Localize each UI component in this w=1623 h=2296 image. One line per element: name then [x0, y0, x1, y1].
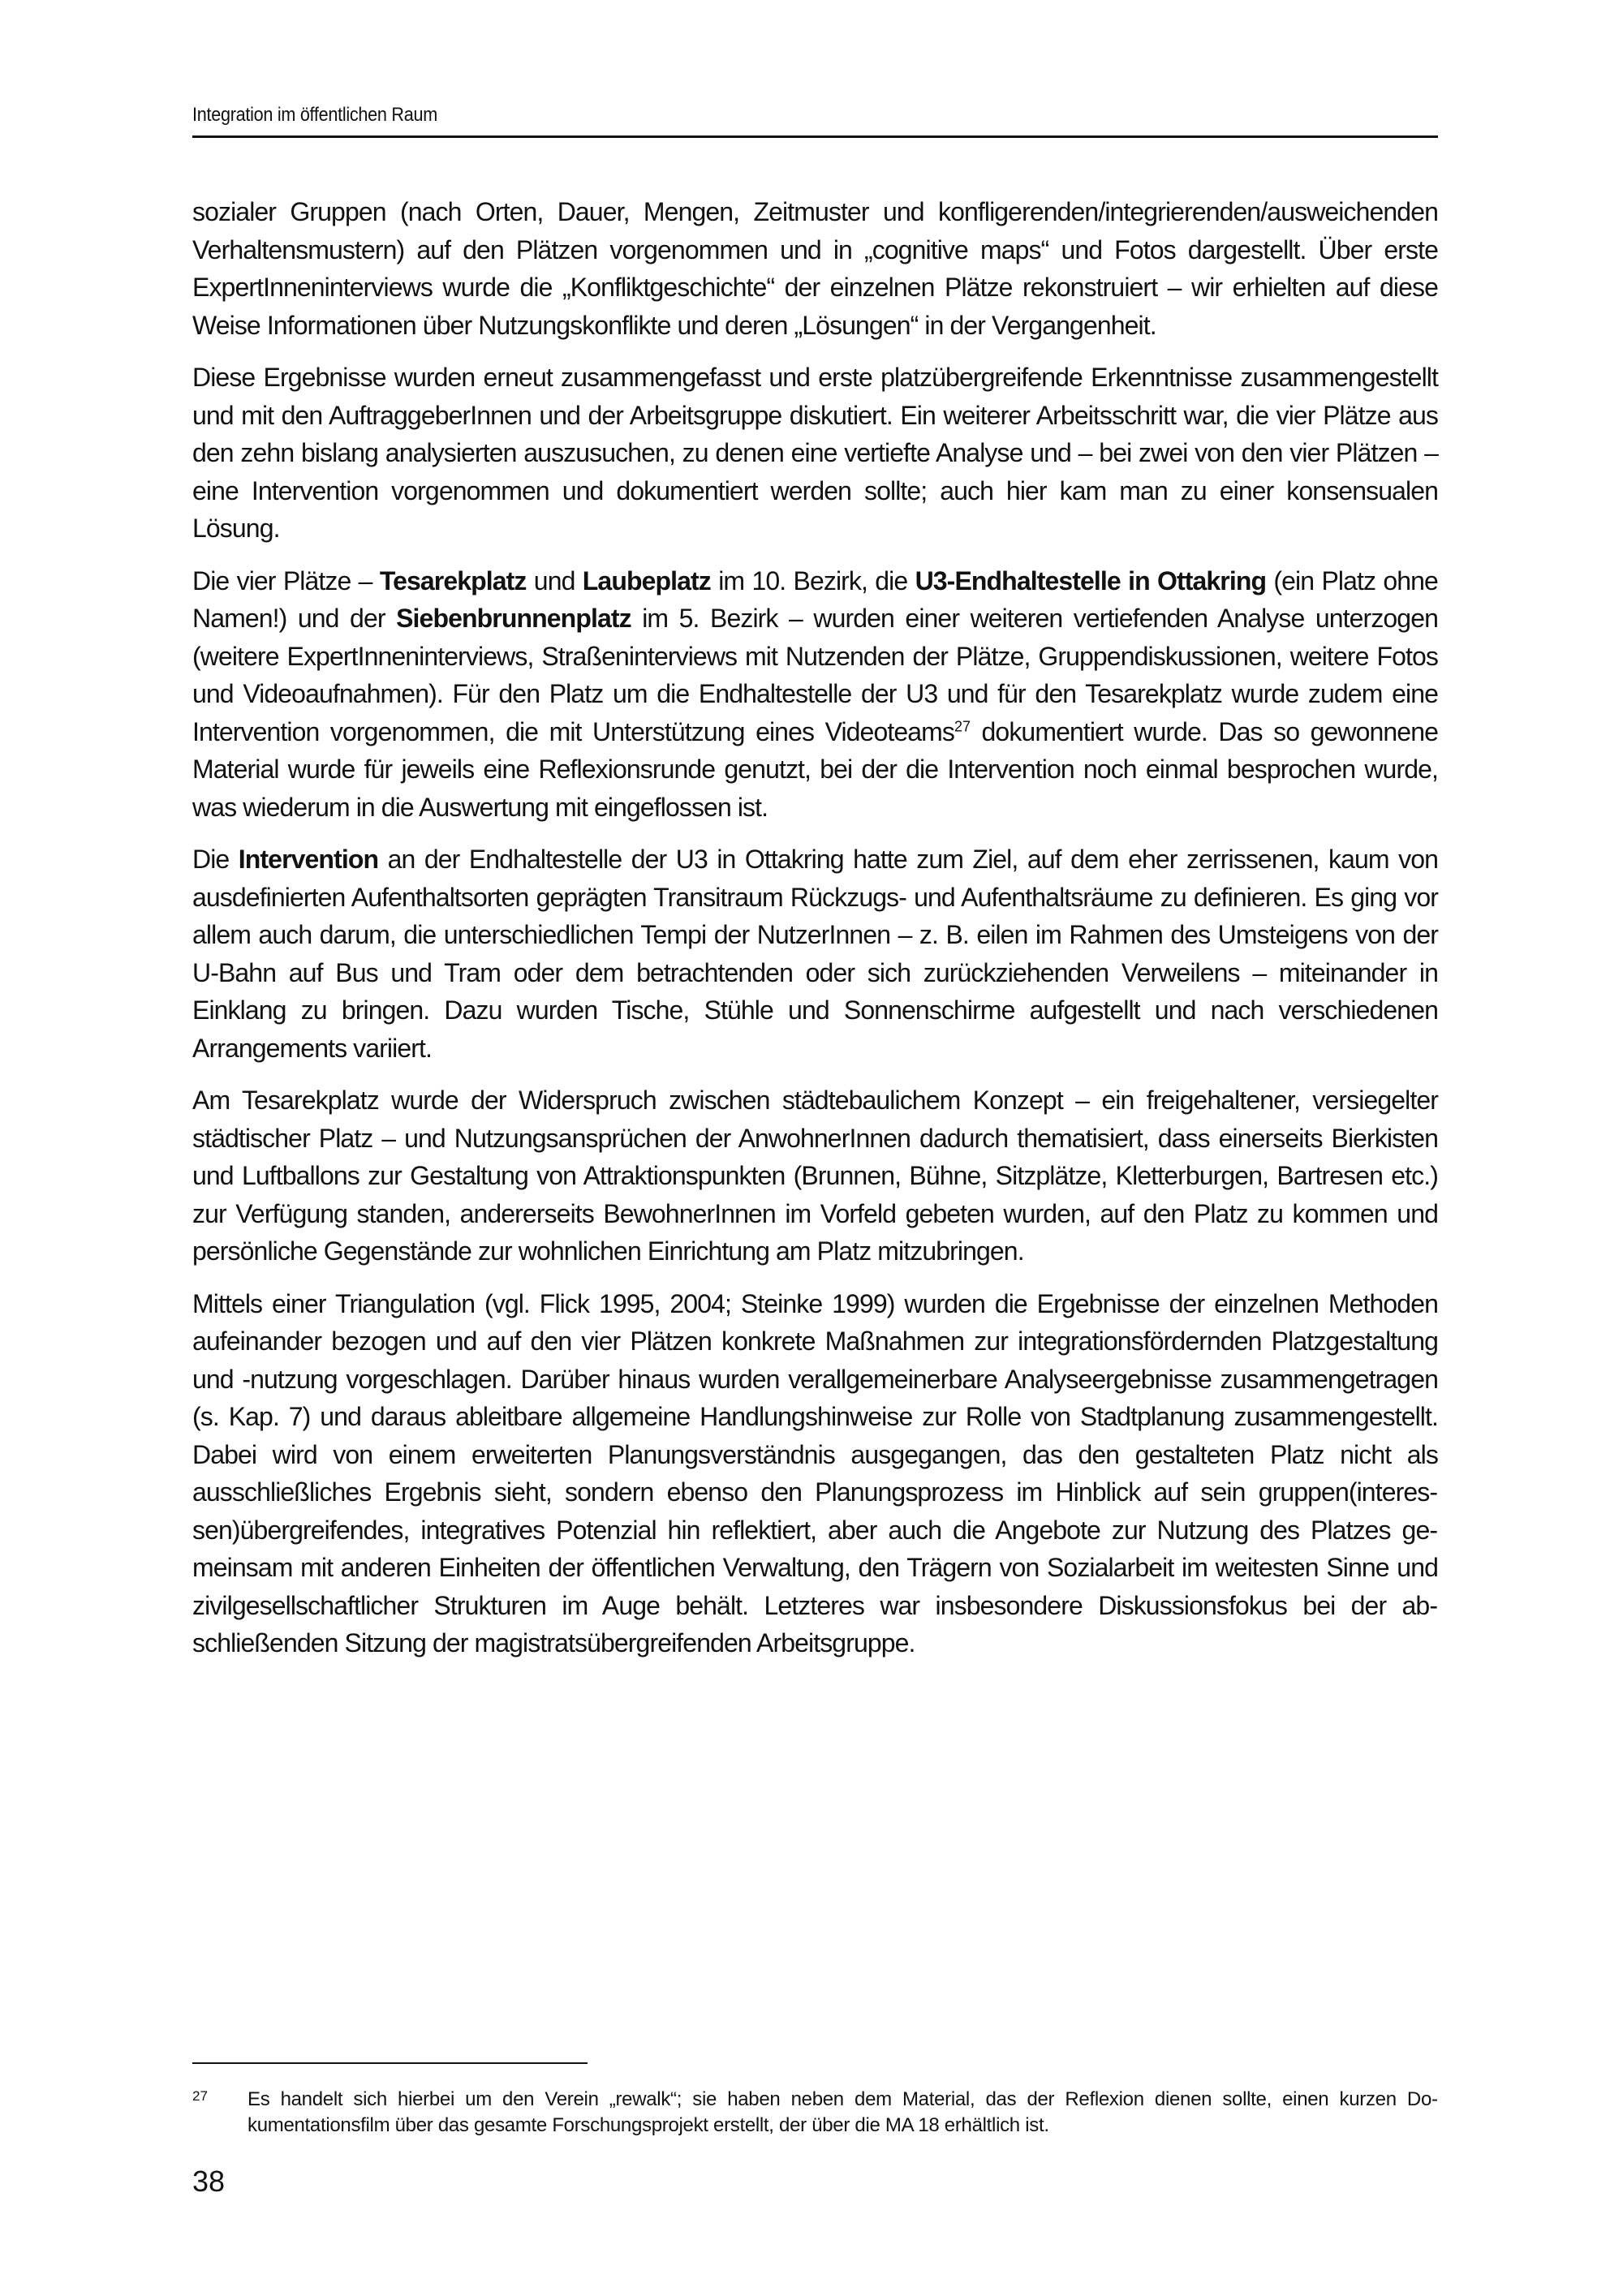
- paragraph-3-text: dokumentiert wurde. Das so gewonnene Material wurde für jeweils eine Reflexionsrunde genutzt, bei der die Intervention noch einmal besprochen wurde, was wiederum in die Auswertung mit eingeflossen ist.: [192, 716, 1438, 822]
- paragraph-3-text: im 5. Bezirk – wurden einer weiteren vertiefenden Analyse unterzogen (weitere ExpertInneninterviews, Straßeninterviews mit Nutzenden der Plätze, Gruppendiskussionen, weitere Fotos und Videoaufnahmen). Für den Platz um die Endhaltestelle der U3 und für den Tesarekplatz wurde zudem eine Intervention vorgenommen, die mit Unterstützung eines Videoteams: [192, 604, 1439, 746]
- place-name-laubeplatz: Laubeplatz: [582, 565, 711, 595]
- page-number: 38: [192, 2165, 226, 2198]
- footnote-number: 27: [192, 2088, 208, 2104]
- footnote-text: Es handelt sich hierbei um den Verein „rewalk“; sie haben neben dem Material, das der Reflexion dienen sollte, einen kurzen Dokumentationsfilm über das gesamte Forschungsprojekt erstellt, der über die MA 18 erhältlich ist.: [248, 2088, 1438, 2136]
- place-name-u3-endhaltestelle: U3-Endhaltestelle in Ottakring: [915, 565, 1267, 595]
- paragraph-3-text: Die vier Plätze –: [192, 565, 380, 595]
- paragraph-4-text: Die: [192, 845, 239, 874]
- term-intervention: Intervention: [238, 845, 379, 874]
- paragraph-3: [192, 562, 1438, 827]
- header-rule: [192, 135, 1438, 138]
- footnote-reference[interactable]: 27: [954, 717, 971, 734]
- paragraph-2: Diese Ergebnisse wurden erneut zusammengefasst und erste platzübergreifende Erkenntnisse zusammengestellt und mit den AuftraggeberInnen und der Arbeitsgruppe diskutiert. Ein weiterer Arbeitsschritt war, die vier Plätze aus den zehn bislang analysierten auszusuchen, zu denen eine vertiefte Analyse und – bei zwei von den vier Plätzen – eine Intervention vorgenommen und dokumentiert werden sollte; auch hier kam man zu einer konsensualen Lösung.: [192, 363, 1438, 543]
- paragraph-1: sozialer Gruppen (nach Orten, Dauer, Mengen, Zeitmuster und konfligerenden/integrierenden/ausweichenden Verhaltensmustern) auf den Plätzen vorgenommen und in „cognitive maps“ und Fotos dargestellt. Über erste ExpertInneninterviews wurde die „Konfliktgeschichte“ der einzelnen Plätze rekonstruiert – wir erhielten auf diese Weise Informationen über Nutzungskonflikte und deren „Lösungen“ in der Vergangenheit.: [192, 197, 1438, 340]
- paragraph-6: Mittels einer Triangulation (vgl. Flick 1995, 2004; Steinke 1999) wurden die Ergebnisse der einzelnen Methoden aufeinander bezogen und auf den vier Plätzen konkrete Maßnahmen zur integrationsfördernden Platzgestaltung und -nutzung vorgeschlagen. Darüber hinaus wurden verallgemeinerbare Analyseergebnisse zusammengetragen (s. Kap. 7) und daraus ableitbare allgemeine Handlungshinweise zur Rolle von Stadtplanung zusammengestellt. Dabei wird von einem erweiterten Planungsverständnis ausgegangen, das den gestalteten Platz nicht als ausschließliches Ergebnis sieht, sondern ebenso den Planungsprozess im Hinblick auf sein gruppen(interessen)übergreifendes, integratives Potenzial hin reflektiert, aber auch die Angebote zur Nutzung des Platzes gemeinsam mit anderen Einheiten der öffentlichen Verwaltung, den Trägern von Sozialarbeit im weitesten Sinne und zivilgesellschaftlicher Strukturen im Auge behält. Letzteres war insbesondere Diskussionsfokus bei der abschließenden Sitzung der magistratsübergreifenden Arbeitsgruppe.: [192, 1288, 1438, 1658]
- paragraph-3-text: im 10. Bezirk, die: [710, 565, 915, 595]
- body-text: [192, 193, 1438, 1677]
- paragraph-4-text: an der Endhaltestelle der U3 in Ottakring hatte zum Ziel, auf dem eher zerrissenen, kaum von ausdefinierten Aufenthaltsorten geprägten Transitraum Rückzugs- und Aufenthaltsräume zu definieren. Es ging vor allem auch darum, die unterschiedlichen Tempi der NutzerInnen – z. B. eilen im Rahmen des Umsteigens von der U-Bahn auf Bus und Tram oder dem betrachtenden oder sich zurückziehenden Verweilens – miteinander in Einklang zu bringen. Dazu wurden Tische, Stühle und Sonnenschirme aufgestellt und nach verschiedenen Arrangements variiert.: [192, 845, 1438, 1063]
- place-name-siebenbrunnenplatz: Siebenbrunnenplatz: [396, 604, 631, 633]
- paragraph-3-text: und: [526, 565, 583, 595]
- place-name-tesarekplatz: Tesarekplatz: [379, 565, 527, 595]
- paragraph-4: [192, 841, 1438, 1067]
- footnote-rule: [192, 2062, 588, 2064]
- paragraph-5: Am Tesarekplatz wurde der Widerspruch zwischen städtebaulichem Konzept – ein freigehaltener, versiegelter städtischer Platz – und Nutzungsansprüchen der AnwohnerInnen dadurch thematisiert, dass einerseits Bierkisten und Luftballons zur Gestaltung von Attraktionspunkten (Brunnen, Bühne, Sitzplätze, Kletterburgen, Bartresen etc.) zur Verfügung standen, andererseits BewohnerInnen im Vorfeld gebeten wurden, auf den Platz zu kommen und persönliche Gegenstände zur wohnlichen Einrichtung am Platz mitzubringen.: [192, 1086, 1438, 1266]
- running-header: Integration im öffentlichen Raum: [192, 104, 437, 126]
- paragraph-3-text: (ein Platz ohne Namen!) und der: [192, 565, 1438, 633]
- footnote: [192, 2087, 1438, 2139]
